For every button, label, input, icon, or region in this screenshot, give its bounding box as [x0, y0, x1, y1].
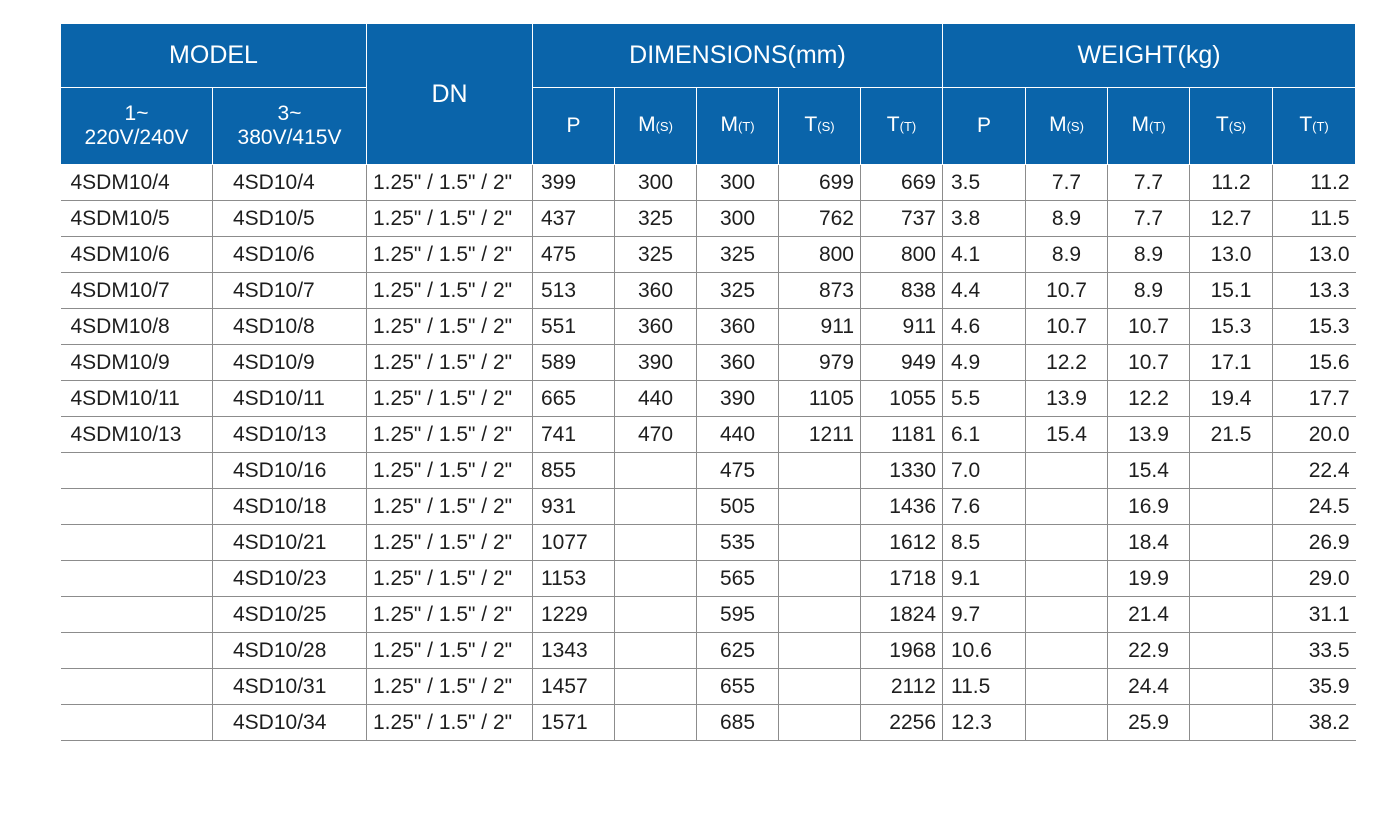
- table-cell: 399: [533, 165, 615, 201]
- table-cell: [1026, 669, 1108, 705]
- column-header-weight-0: [943, 88, 1026, 165]
- table-cell: 8.9: [1026, 237, 1108, 273]
- table-cell: [1026, 453, 1108, 489]
- table-row: [61, 201, 1356, 237]
- table-cell: 9.7: [943, 597, 1026, 633]
- table-cell: 505: [697, 489, 779, 525]
- table-row: [61, 273, 1356, 309]
- table-cell: 325: [697, 237, 779, 273]
- table-cell: 1718: [861, 561, 943, 597]
- table-cell: 855: [533, 453, 615, 489]
- table-cell: 4SD10/31: [213, 669, 367, 705]
- table-cell: 949: [861, 345, 943, 381]
- table-cell: 12.3: [943, 705, 1026, 741]
- table-cell: [1026, 705, 1108, 741]
- table-cell: [1026, 489, 1108, 525]
- table-cell: 11.5: [1273, 201, 1356, 237]
- table-cell: [1026, 561, 1108, 597]
- column-header-suffix: (S): [817, 119, 835, 134]
- table-cell: 741: [533, 417, 615, 453]
- table-cell: 4SD10/28: [213, 633, 367, 669]
- table-cell: 18.4: [1108, 525, 1190, 561]
- column-header-weight-2: [1108, 88, 1190, 165]
- table-cell: 9.1: [943, 561, 1026, 597]
- table-cell: 15.3: [1190, 309, 1273, 345]
- table-cell: 1.25" / 1.5" / 2": [367, 705, 533, 741]
- table-cell: [1026, 597, 1108, 633]
- table-cell: 1181: [861, 417, 943, 453]
- table-cell: 4.9: [943, 345, 1026, 381]
- table-cell: 17.7: [1273, 381, 1356, 417]
- table-cell: 22.9: [1108, 633, 1190, 669]
- column-header-suffix: (S): [1066, 119, 1084, 134]
- table-cell: 6.1: [943, 417, 1026, 453]
- table-cell: 4.1: [943, 237, 1026, 273]
- table-cell: [1190, 453, 1273, 489]
- table-cell: 1343: [533, 633, 615, 669]
- table-cell: 1.25" / 1.5" / 2": [367, 453, 533, 489]
- table-cell: [61, 633, 213, 669]
- table-cell: 300: [697, 201, 779, 237]
- table-cell: 390: [615, 345, 697, 381]
- table-cell: 1.25" / 1.5" / 2": [367, 633, 533, 669]
- table-cell: 911: [861, 309, 943, 345]
- table-cell: 360: [697, 345, 779, 381]
- table-cell: 1229: [533, 597, 615, 633]
- table-cell: 475: [697, 453, 779, 489]
- three-phase-header: [213, 88, 367, 165]
- table-cell: 360: [615, 309, 697, 345]
- table-cell: 4SD10/5: [213, 201, 367, 237]
- table-cell: 38.2: [1273, 705, 1356, 741]
- column-header-label: T: [1299, 113, 1313, 136]
- table-cell: 762: [779, 201, 861, 237]
- table-cell: 1.25" / 1.5" / 2": [367, 669, 533, 705]
- table-cell: 31.1: [1273, 597, 1356, 633]
- table-cell: [1190, 489, 1273, 525]
- table-cell: 4SDM10/9: [61, 345, 213, 381]
- table-cell: 911: [779, 309, 861, 345]
- table-row: [61, 525, 1356, 561]
- single-phase-symbol: 1~: [124, 102, 149, 125]
- table-cell: 800: [779, 237, 861, 273]
- table-cell: 4SDM10/11: [61, 381, 213, 417]
- column-header-dim-2: [697, 88, 779, 165]
- table-cell: 22.4: [1273, 453, 1356, 489]
- table-cell: 1055: [861, 381, 943, 417]
- table-cell: 4SD10/13: [213, 417, 367, 453]
- table-cell: 475: [533, 237, 615, 273]
- table-cell: 699: [779, 165, 861, 201]
- table-cell: 24.5: [1273, 489, 1356, 525]
- table-cell: 1.25" / 1.5" / 2": [367, 525, 533, 561]
- table-cell: [61, 561, 213, 597]
- table-cell: 1.25" / 1.5" / 2": [367, 201, 533, 237]
- table-cell: 19.9: [1108, 561, 1190, 597]
- table-cell: [779, 453, 861, 489]
- table-cell: 1.25" / 1.5" / 2": [367, 381, 533, 417]
- table-cell: 437: [533, 201, 615, 237]
- table-cell: 838: [861, 273, 943, 309]
- table-cell: 4SD10/16: [213, 453, 367, 489]
- table-cell: 11.2: [1190, 165, 1273, 201]
- table-row: [61, 381, 1356, 417]
- table-cell: 7.7: [1108, 165, 1190, 201]
- table-cell: 21.5: [1190, 417, 1273, 453]
- table-cell: 13.9: [1026, 381, 1108, 417]
- table-cell: 15.4: [1108, 453, 1190, 489]
- table-cell: 10.6: [943, 633, 1026, 669]
- dimensions-header: DIMENSIONS(mm): [533, 24, 943, 88]
- table-cell: 440: [615, 381, 697, 417]
- table-cell: 669: [861, 165, 943, 201]
- model-header: MODEL: [61, 24, 367, 88]
- table-cell: 3.5: [943, 165, 1026, 201]
- table-cell: 4SDM10/8: [61, 309, 213, 345]
- table-row: [61, 309, 1356, 345]
- table-cell: 1612: [861, 525, 943, 561]
- table-cell: 4SD10/34: [213, 705, 367, 741]
- table-cell: [615, 633, 697, 669]
- table-cell: 4SDM10/7: [61, 273, 213, 309]
- table-cell: 440: [697, 417, 779, 453]
- table-cell: 513: [533, 273, 615, 309]
- table-cell: 15.3: [1273, 309, 1356, 345]
- table-cell: [779, 489, 861, 525]
- table-cell: 1.25" / 1.5" / 2": [367, 273, 533, 309]
- table-cell: 325: [697, 273, 779, 309]
- table-cell: [615, 561, 697, 597]
- column-header-label: T: [804, 113, 818, 136]
- table-cell: 2112: [861, 669, 943, 705]
- table-cell: 4SD10/21: [213, 525, 367, 561]
- column-header-weight-1: [1026, 88, 1108, 165]
- table-cell: 4.6: [943, 309, 1026, 345]
- table-cell: 19.4: [1190, 381, 1273, 417]
- table-cell: 737: [861, 201, 943, 237]
- table-cell: [779, 525, 861, 561]
- table-cell: 12.2: [1108, 381, 1190, 417]
- column-header-suffix: (S): [1228, 119, 1247, 134]
- three-phase-symbol: 3~: [277, 102, 302, 125]
- table-cell: 7.7: [1026, 165, 1108, 201]
- table-cell: 873: [779, 273, 861, 309]
- single-phase-header: [61, 88, 213, 165]
- table-cell: [1026, 525, 1108, 561]
- table-cell: 25.9: [1108, 705, 1190, 741]
- column-header-dim-4: [861, 88, 943, 165]
- table-cell: 35.9: [1273, 669, 1356, 705]
- table-cell: 979: [779, 345, 861, 381]
- table-cell: 2256: [861, 705, 943, 741]
- spec-table: [60, 23, 1356, 741]
- table-cell: [1026, 633, 1108, 669]
- column-header-suffix: (T): [737, 119, 755, 134]
- table-cell: 1211: [779, 417, 861, 453]
- column-header-label: M: [1131, 113, 1149, 136]
- table-cell: [1190, 525, 1273, 561]
- table-row: [61, 669, 1356, 705]
- table-cell: 595: [697, 597, 779, 633]
- table-cell: 4SD10/25: [213, 597, 367, 633]
- table-row: [61, 453, 1356, 489]
- table-cell: 20.0: [1273, 417, 1356, 453]
- table-cell: 11.2: [1273, 165, 1356, 201]
- table-row: [61, 165, 1356, 201]
- table-cell: 1.25" / 1.5" / 2": [367, 309, 533, 345]
- table-cell: 535: [697, 525, 779, 561]
- table-cell: 300: [615, 165, 697, 201]
- table-cell: 390: [697, 381, 779, 417]
- table-row: [61, 705, 1356, 741]
- column-header-label: M: [1049, 113, 1067, 136]
- table-cell: [61, 453, 213, 489]
- table-cell: 10.7: [1026, 273, 1108, 309]
- table-cell: 1.25" / 1.5" / 2": [367, 597, 533, 633]
- table-cell: 589: [533, 345, 615, 381]
- table-cell: 7.6: [943, 489, 1026, 525]
- table-cell: 551: [533, 309, 615, 345]
- table-row: [61, 345, 1356, 381]
- table-cell: 1153: [533, 561, 615, 597]
- table-cell: 15.4: [1026, 417, 1108, 453]
- table-cell: [61, 525, 213, 561]
- table-cell: [1190, 561, 1273, 597]
- table-cell: 15.1: [1190, 273, 1273, 309]
- table-cell: 4SD10/8: [213, 309, 367, 345]
- dn-header: DN: [367, 24, 533, 165]
- table-cell: [779, 561, 861, 597]
- single-phase-voltage: 220V/240V: [84, 126, 189, 149]
- three-phase-voltage: 380V/415V: [237, 126, 342, 149]
- table-cell: 4SDM10/13: [61, 417, 213, 453]
- table-cell: 325: [615, 201, 697, 237]
- table-cell: [615, 705, 697, 741]
- table-cell: 10.7: [1108, 345, 1190, 381]
- column-header-weight-4: [1273, 88, 1356, 165]
- table-cell: 1457: [533, 669, 615, 705]
- table-cell: [1190, 705, 1273, 741]
- column-header-label: P: [976, 114, 991, 137]
- column-header-dim-1: [615, 88, 697, 165]
- table-cell: 1330: [861, 453, 943, 489]
- table-cell: 300: [697, 165, 779, 201]
- column-header-label: P: [566, 114, 581, 137]
- table-cell: 1.25" / 1.5" / 2": [367, 165, 533, 201]
- table-row: [61, 489, 1356, 525]
- column-header-weight-3: [1190, 88, 1273, 165]
- column-header-label: M: [720, 113, 738, 136]
- column-header-label: T: [1215, 113, 1229, 136]
- column-header-suffix: (S): [655, 119, 673, 134]
- table-cell: 325: [615, 237, 697, 273]
- column-header-label: T: [886, 113, 900, 136]
- table-cell: 26.9: [1273, 525, 1356, 561]
- table-cell: 4SD10/9: [213, 345, 367, 381]
- table-cell: [1190, 597, 1273, 633]
- table-cell: 931: [533, 489, 615, 525]
- table-cell: 10.7: [1108, 309, 1190, 345]
- table-cell: [615, 669, 697, 705]
- column-header-suffix: (T): [1312, 119, 1329, 134]
- column-header-suffix: (T): [899, 119, 917, 134]
- table-cell: 12.2: [1026, 345, 1108, 381]
- column-header-dim-3: [779, 88, 861, 165]
- table-cell: 4SDM10/5: [61, 201, 213, 237]
- table-cell: 4SD10/23: [213, 561, 367, 597]
- table-cell: [779, 597, 861, 633]
- table-cell: 11.5: [943, 669, 1026, 705]
- table-row: [61, 633, 1356, 669]
- table-cell: 1.25" / 1.5" / 2": [367, 561, 533, 597]
- table-cell: 17.1: [1190, 345, 1273, 381]
- column-header-label: M: [638, 113, 656, 136]
- table-cell: 1.25" / 1.5" / 2": [367, 237, 533, 273]
- table-cell: 1571: [533, 705, 615, 741]
- table-cell: 24.4: [1108, 669, 1190, 705]
- table-cell: [779, 633, 861, 669]
- table-cell: 12.7: [1190, 201, 1273, 237]
- table-cell: 685: [697, 705, 779, 741]
- table-cell: 7.7: [1108, 201, 1190, 237]
- table-cell: 4SD10/4: [213, 165, 367, 201]
- table-header: [61, 24, 1356, 165]
- table-cell: 655: [697, 669, 779, 705]
- table-cell: 1968: [861, 633, 943, 669]
- table-cell: 1077: [533, 525, 615, 561]
- column-header-dim-0: [533, 88, 615, 165]
- table-cell: 4.4: [943, 273, 1026, 309]
- table-cell: 470: [615, 417, 697, 453]
- table-cell: 625: [697, 633, 779, 669]
- table-cell: 13.3: [1273, 273, 1356, 309]
- table-cell: 800: [861, 237, 943, 273]
- table-cell: [779, 669, 861, 705]
- table-row: [61, 597, 1356, 633]
- table-cell: 1.25" / 1.5" / 2": [367, 489, 533, 525]
- table-row: [61, 561, 1356, 597]
- table-cell: 1436: [861, 489, 943, 525]
- table-cell: [615, 525, 697, 561]
- table-cell: 21.4: [1108, 597, 1190, 633]
- table-cell: 1824: [861, 597, 943, 633]
- table-cell: 5.5: [943, 381, 1026, 417]
- table-cell: 8.9: [1026, 201, 1108, 237]
- table-cell: 4SD10/7: [213, 273, 367, 309]
- table-cell: 16.9: [1108, 489, 1190, 525]
- table-cell: 4SDM10/6: [61, 237, 213, 273]
- table-cell: 565: [697, 561, 779, 597]
- table-cell: 13.0: [1190, 237, 1273, 273]
- table-cell: 33.5: [1273, 633, 1356, 669]
- table-cell: 13.9: [1108, 417, 1190, 453]
- table-row: [61, 237, 1356, 273]
- table-cell: 29.0: [1273, 561, 1356, 597]
- table-cell: [615, 489, 697, 525]
- table-cell: 8.9: [1108, 273, 1190, 309]
- weight-header: WEIGHT(kg): [943, 24, 1356, 88]
- table-cell: [61, 489, 213, 525]
- table-cell: 8.5: [943, 525, 1026, 561]
- table-cell: [61, 705, 213, 741]
- table-cell: 665: [533, 381, 615, 417]
- table-cell: 1.25" / 1.5" / 2": [367, 345, 533, 381]
- table-row: [61, 417, 1356, 453]
- table-cell: 15.6: [1273, 345, 1356, 381]
- table-cell: 1105: [779, 381, 861, 417]
- table-cell: [615, 453, 697, 489]
- table-cell: 4SD10/6: [213, 237, 367, 273]
- table-cell: 8.9: [1108, 237, 1190, 273]
- table-cell: 4SD10/18: [213, 489, 367, 525]
- table-cell: [61, 669, 213, 705]
- table-cell: 4SD10/11: [213, 381, 367, 417]
- table-cell: [61, 597, 213, 633]
- table-body: [61, 165, 1356, 741]
- table-cell: 1.25" / 1.5" / 2": [367, 417, 533, 453]
- table-cell: 4SDM10/4: [61, 165, 213, 201]
- table-cell: 360: [697, 309, 779, 345]
- table-cell: 13.0: [1273, 237, 1356, 273]
- column-header-suffix: (T): [1148, 119, 1166, 134]
- table-cell: [1190, 669, 1273, 705]
- table-cell: 3.8: [943, 201, 1026, 237]
- table-cell: 10.7: [1026, 309, 1108, 345]
- table-cell: [779, 705, 861, 741]
- table-cell: [615, 597, 697, 633]
- table-cell: 7.0: [943, 453, 1026, 489]
- table-cell: 360: [615, 273, 697, 309]
- table-cell: [1190, 633, 1273, 669]
